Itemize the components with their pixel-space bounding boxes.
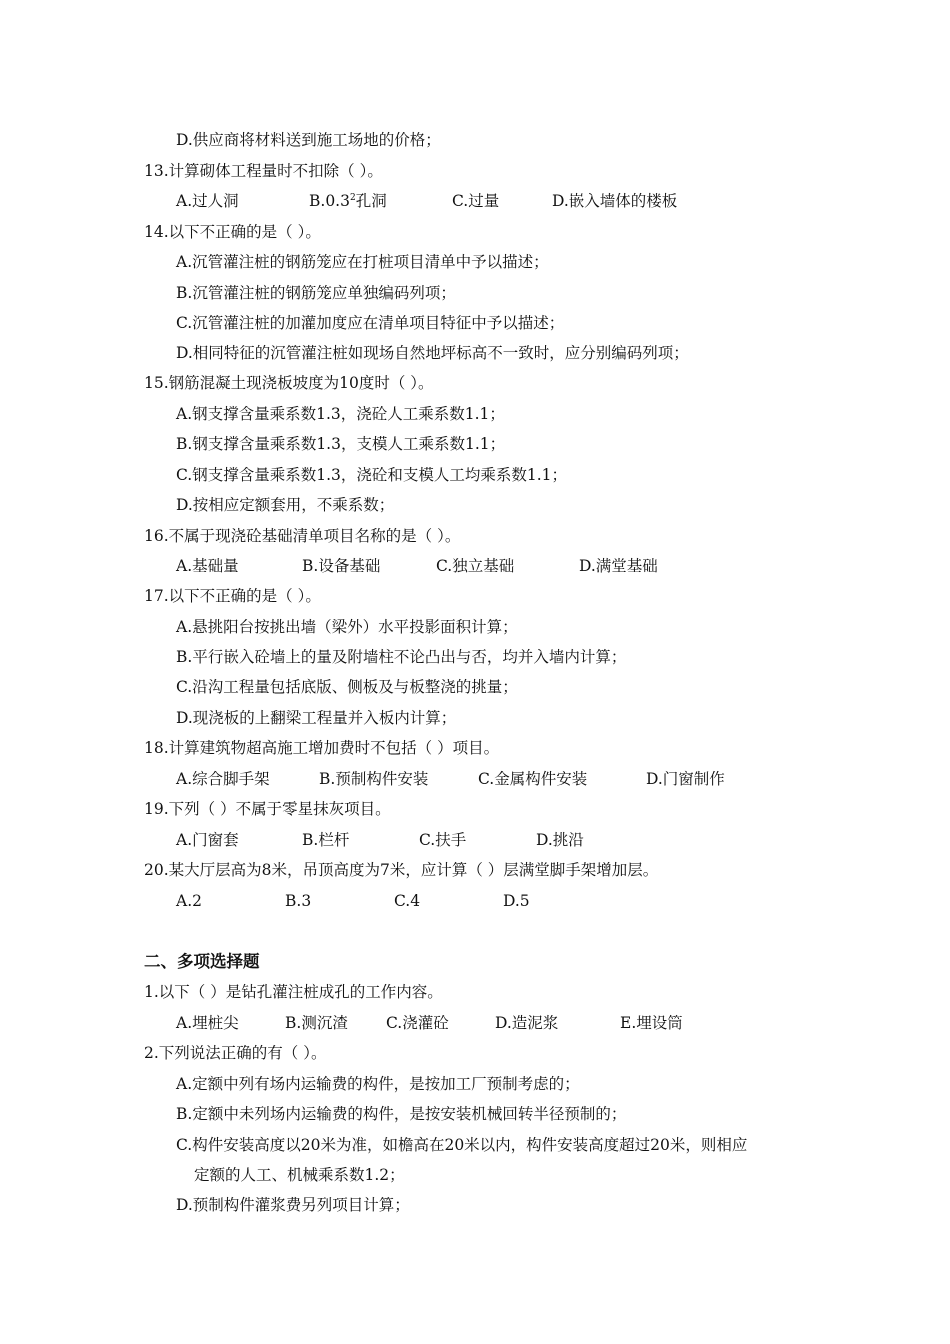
option-line: C.沿沟工程量包括底版、侧板及与板整浇的挑量； [176,678,518,696]
question-17: 17.以下不正确的是（ ）。 [144,587,321,605]
option-line: C.沉管灌注桩的加灌加度应在清单项目特征中予以描述； [176,314,565,332]
option-c: C.独立基础 [436,557,515,575]
option-line: A.钢支撑含量乘系数1.3，浇砼人工乘系数1.1； [176,405,505,423]
options-row-18 [176,769,876,789]
option-line: D.预制构件灌浆费另列项目计算； [176,1196,410,1214]
question-18: 18.计算建筑物超高施工增加费时不包括（ ）项目。 [144,739,500,757]
option-line: B.沉管灌注桩的钢筋笼应单独编码列项； [176,284,456,302]
option-line: A.定额中列有场内运输费的构件，是按加工厂预制考虑的； [176,1075,580,1093]
question-15: 15.钢筋混凝土现浇板坡度为10度时（ ）。 [144,374,434,392]
option-line: B.平行嵌入砼墙上的量及附墙柱不论凸出与否，均并入墙内计算； [176,648,627,666]
question-2: 2.下列说法正确的有（ ）。 [144,1044,327,1062]
option-a: A.门窗套 [176,831,239,849]
option-line: D.供应商将材料送到施工场地的价格； [176,131,441,149]
option-b: B.栏杆 [302,831,350,849]
options-row-1 [176,1013,876,1033]
superscript-2: 2 [349,192,356,203]
section-heading: 二、多项选择题 [144,952,260,971]
option-d: D.造泥浆 [495,1014,559,1032]
question-13: 13.计算砌体工程量时不扣除（ ）。 [144,162,383,180]
option-d: D.门窗制作 [646,770,725,788]
option-c: C.4 [394,892,421,910]
option-c: C.浇灌砼 [386,1014,449,1032]
option-b: B.预制构件安装 [319,770,429,788]
option-e: E.埋设筒 [620,1014,683,1032]
option-line: B.钢支撑含量乘系数1.3，支模人工乘系数1.1； [176,435,506,453]
option-a: A.埋桩尖 [176,1014,239,1032]
option-line: A.沉管灌注桩的钢筋笼应在打桩项目清单中予以描述； [176,253,549,271]
option-line: D.按相应定额套用，不乘系数； [176,496,395,514]
option-line-continued: 定额的人工、机械乘系数1.2； [194,1166,405,1184]
option-b: B.3 [285,892,312,910]
option-d: D.5 [503,892,530,910]
question-20: 20.某大厅层高为8米，吊顶高度为7米，应计算（ ）层满堂脚手架增加层。 [144,861,659,879]
option-b: B.设备基础 [302,557,381,575]
option-d: D.嵌入墙体的楼板 [552,192,678,210]
option-a: A.综合脚手架 [176,770,270,788]
option-a: A.过人洞 [176,192,239,210]
option-c: C.过量 [452,192,500,210]
option-line: D.现浇板的上翻梁工程量并入板内计算； [176,709,457,727]
options-row-13 [176,191,876,211]
option-line: A.悬挑阳台按挑出墙（梁外）水平投影面积计算； [176,618,518,636]
option-line: C.构件安装高度以20米为准，如檐高在20米以内，构件安装高度超过20米，则相应 [176,1136,748,1154]
question-16: 16.不属于现浇砼基础清单项目名称的是（ ）。 [144,527,461,545]
option-c: C.金属构件安装 [478,770,588,788]
option-b: B.0.3$^2$孔洞 [309,192,387,210]
question-19: 19.下列（ ）不属于零星抹灰项目。 [144,800,391,818]
option-line: C.钢支撑含量乘系数1.3，浇砼和支模人工均乘系数1.1； [176,466,568,484]
option-line: B.定额中未列场内运输费的构件，是按安装机械回转半径预制的； [176,1105,627,1123]
option-a: A.基础量 [176,557,239,575]
question-1: 1.以下（ ）是钻孔灌注桩成孔的工作内容。 [144,983,443,1001]
option-b: B.测沉渣 [285,1014,348,1032]
options-row-19 [176,830,876,850]
option-a: A.2 [176,892,202,910]
option-c: C.扶手 [419,831,467,849]
option-d: D.满堂基础 [579,557,658,575]
options-row-20 [176,891,876,911]
option-line: D.相同特征的沉管灌注桩如现场自然地坪标高不一致时，应分别编码列项； [176,344,689,362]
options-row-16 [176,556,876,576]
question-14: 14.以下不正确的是（ ）。 [144,223,321,241]
option-d: D.挑沿 [536,831,584,849]
